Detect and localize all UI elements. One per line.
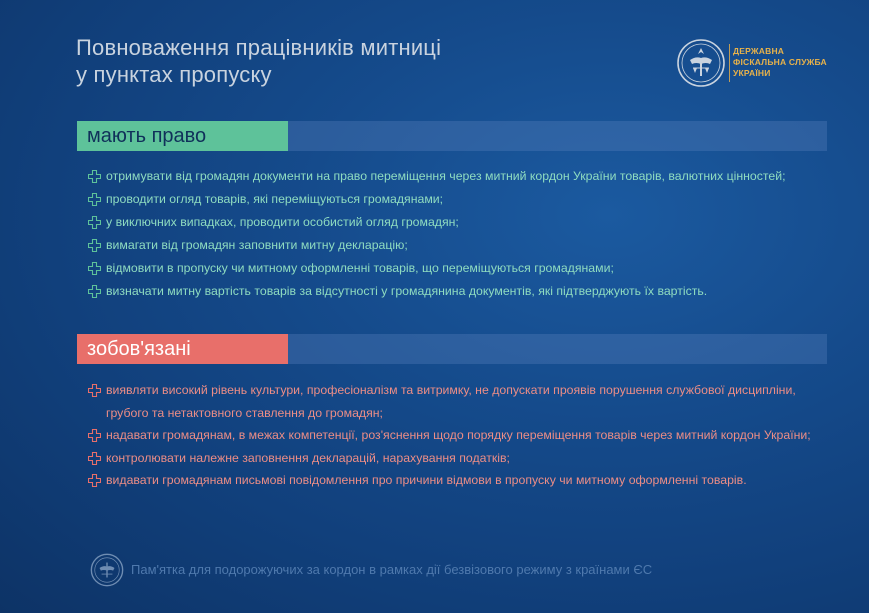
plus-outline-icon: [88, 474, 101, 487]
footer-text: Пам'ятка для подорожуючих за кордон в рамках дії безвізового режиму з країнами ЄС: [131, 562, 653, 577]
plus-outline-icon: [88, 262, 101, 275]
list-item-text: вимагати від громадян заповнити митну декларацію;: [106, 238, 408, 252]
list-item: [88, 469, 848, 492]
duties-list: [88, 379, 848, 492]
plus-outline-icon: [88, 452, 101, 465]
list-item: [88, 257, 848, 280]
rights-heading: мають право: [77, 121, 288, 151]
plus-outline-icon: [88, 384, 101, 397]
plus-outline-icon: [88, 239, 101, 252]
plus-outline-icon: [88, 285, 101, 298]
logo-text-line3: УКРАЇНИ: [733, 68, 771, 78]
plus-outline-icon: [88, 170, 101, 183]
logo-text: [733, 46, 827, 79]
list-item-text: видавати громадянам письмові повідомлення про причини відмови в пропуску чи митному оформленні товарів.: [106, 473, 747, 487]
list-item: [88, 188, 848, 211]
list-item: [88, 379, 826, 424]
page-title-line1: Повноваження працівників митниці: [76, 35, 442, 60]
page-title: [76, 34, 596, 88]
logo-text-line1: ДЕРЖАВНА: [733, 46, 785, 56]
duties-section-header: [77, 334, 827, 364]
logo-text-line2: ФІСКАЛЬНА СЛУЖБА: [733, 57, 827, 67]
plus-outline-icon: [88, 193, 101, 206]
plus-outline-icon: [88, 216, 101, 229]
rights-list: [88, 165, 848, 303]
list-item-text: отримувати від громадян документи на право переміщення через митний кордон України товарів, валютних цінностей;: [106, 169, 786, 183]
list-item-text: контролювати належне заповнення декларацій, нарахування податків;: [106, 450, 510, 465]
list-item-text: у виключних випадках, проводити особистий огляд громадян;: [106, 215, 459, 229]
duties-heading: зобов'язані: [77, 334, 288, 364]
list-item-text: виявляти високий рівень культури, професіоналізм та витримку, не допускати проявів порушення службової дисципліни, грубого та нетактовного ставлення до громадян;: [106, 383, 796, 420]
list-item-text: проводити огляд товарів, які переміщуються громадянами;: [106, 192, 444, 206]
page-title-line2: у пунктах пропуску: [76, 62, 272, 87]
fiscal-service-emblem-icon: [676, 38, 726, 88]
list-item: [88, 447, 848, 470]
list-item: [88, 234, 848, 257]
list-item-text: визначати митну вартість товарів за відсутності у громадянина документів, які підтверджують їх вартість.: [106, 284, 708, 298]
list-item: [88, 424, 826, 447]
rights-section-header: [77, 121, 827, 151]
logo-divider: [729, 44, 730, 82]
fiscal-service-emblem-icon: [90, 553, 124, 587]
list-item-text: надавати громадянам, в межах компетенції, роз'яснення щодо порядку переміщення товарів через митний кордон України;: [106, 428, 811, 442]
list-item-text: відмовити в пропуску чи митному оформленні товарів, що переміщуються громадянами;: [106, 261, 614, 275]
list-item: [88, 211, 848, 234]
list-item: [88, 165, 848, 188]
plus-outline-icon: [88, 429, 101, 442]
list-item: [88, 280, 848, 303]
